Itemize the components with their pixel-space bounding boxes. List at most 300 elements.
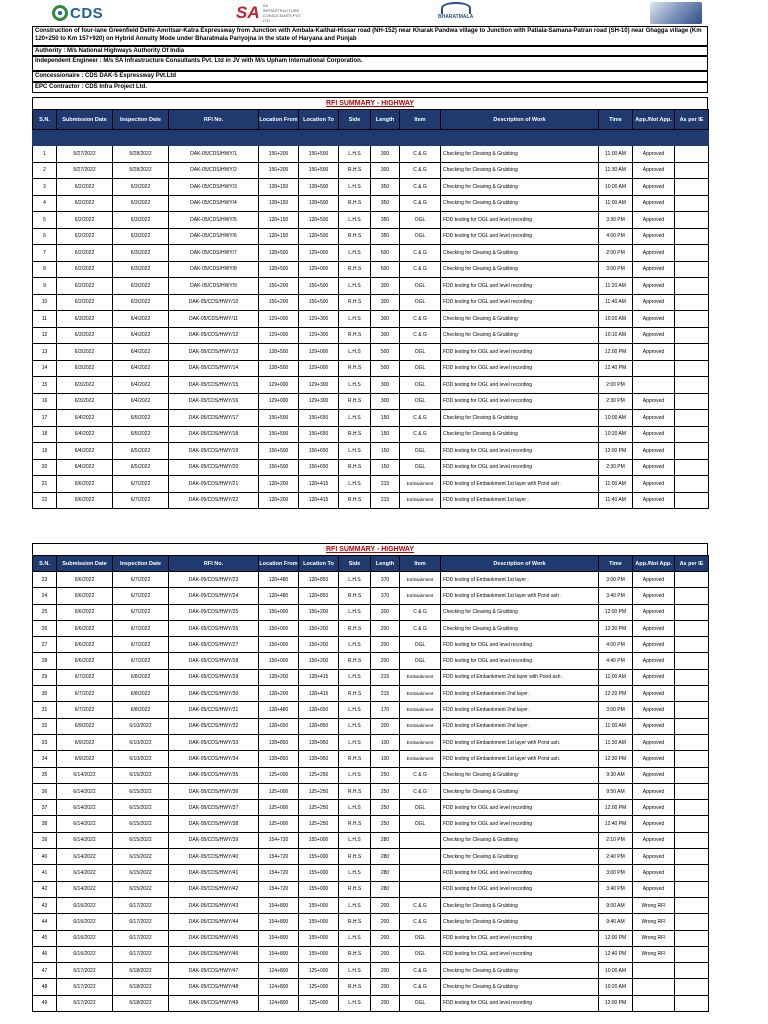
cell-inspection-date: 6/3/2022 (113, 179, 169, 196)
cell-location-to: 129+000 (299, 245, 339, 262)
cell-location-from: 156+500 (259, 443, 299, 460)
cell-location-from: 125+000 (259, 783, 299, 799)
cell-submission-date: 6/3/2022 (57, 311, 113, 328)
cell-location-from: 156+200 (259, 294, 299, 311)
cell-rfi-no: DAK-05/CDS/HWY/19 (169, 443, 259, 460)
cell-as-per-ie (675, 426, 709, 443)
cell-rfi-no: DAK-05/CDS/HWY/31 (169, 702, 259, 718)
cell-submission-date: 6/2/2022 (57, 294, 113, 311)
cell-time: 11:40 AM (599, 492, 633, 509)
cell-approval-status: Wrong RFI (633, 930, 675, 946)
cell-as-per-ie (675, 702, 709, 718)
cell-time: 12:40 PM (599, 816, 633, 832)
cell-sn: 4 (33, 195, 57, 212)
cell-item: OGL (400, 360, 441, 377)
cell-side: R.H.S (339, 751, 371, 767)
cell-as-per-ie (675, 294, 709, 311)
cell-sn: 27 (33, 637, 57, 653)
table-row (33, 979, 709, 995)
table-row (33, 377, 709, 394)
cell-rfi-no: DAK-05/CDS/HWY/41 (169, 865, 259, 881)
cell-time: 4:00 PM (599, 228, 633, 245)
cell-approval-status: Approved (633, 443, 675, 460)
cell-submission-date: 6/3/2022 (57, 393, 113, 410)
cell-description: Checking for Clearing & Grubbing (441, 832, 599, 848)
cell-location-from: 128+500 (259, 245, 299, 262)
cell-as-per-ie (675, 195, 709, 212)
cell-time: 10:20 AM (599, 979, 633, 995)
cell-time: 3:40 PM (599, 881, 633, 897)
cell-location-from: 128+850 (259, 734, 299, 750)
cell-description: Checking for Clearing & Grubbing (441, 162, 599, 179)
cell-length: 500 (371, 245, 400, 262)
cell-time: 11:00 AM (599, 669, 633, 685)
cell-location-to: 128+415 (299, 669, 339, 685)
cell-location-from: 128+150 (259, 179, 299, 196)
cell-description: FDD testing of Embankment 2nd layer . (441, 702, 599, 718)
cell-as-per-ie (675, 179, 709, 196)
cell-side: R.H.S (339, 327, 371, 344)
cell-item: OGL (400, 816, 441, 832)
cell-sn: 21 (33, 476, 57, 493)
cell-description: Checking for Clearing & Grubbing (441, 604, 599, 620)
cell-approval-status: Approved (633, 162, 675, 179)
cell-inspection-date: 6/18/2022 (113, 963, 169, 979)
table-row (33, 751, 709, 767)
column-header-as-per-ie: As per IE (675, 110, 709, 130)
bharatmala-emblem-icon (441, 2, 471, 14)
cell-location-to: 125+000 (299, 963, 339, 979)
cell-inspection-date: 6/18/2022 (113, 979, 169, 995)
cell-location-to: 128+415 (299, 686, 339, 702)
cell-as-per-ie (675, 637, 709, 653)
cell-location-from: 129+000 (259, 393, 299, 410)
cell-side: L.H.S (339, 669, 371, 685)
cell-location-to: 155+000 (299, 897, 339, 913)
cell-length: 150 (371, 426, 400, 443)
cell-as-per-ie (675, 245, 709, 262)
cell-sn: 15 (33, 377, 57, 394)
cell-side: L.H.S (339, 311, 371, 328)
cell-approval-status: Approved (633, 832, 675, 848)
cell-description: Checking for Clearing & Grubbing (441, 179, 599, 196)
cell-inspection-date: 6/4/2022 (113, 360, 169, 377)
column-header-description: Description of Work (441, 110, 599, 130)
table-row (33, 832, 709, 848)
cell-description: FDD testing of Embankment 1st layer with Pond ash . (441, 476, 599, 493)
cell-approval-status (633, 377, 675, 394)
cell-inspection-date: 6/10/2022 (113, 718, 169, 734)
cell-rfi-no: DAK-05/CDS/HWY/8 (169, 261, 259, 278)
cell-location-to: 129+000 (299, 360, 339, 377)
cell-item (400, 881, 441, 897)
cell-time: 11:00 AM (599, 195, 633, 212)
cds-logo (52, 2, 103, 24)
cell-item: C & G (400, 426, 441, 443)
cell-submission-date: 6/2/2022 (57, 261, 113, 278)
cell-location-from: 154+720 (259, 865, 299, 881)
cell-as-per-ie (675, 800, 709, 816)
cell-sn: 2 (33, 162, 57, 179)
table-row (33, 393, 709, 410)
table-row (33, 588, 709, 604)
cell-time: 10:10 AM (599, 327, 633, 344)
cell-time: 3:00 PM (599, 261, 633, 278)
cell-location-to: 156+200 (299, 604, 339, 620)
cell-sn: 38 (33, 816, 57, 832)
cell-inspection-date: 6/7/2022 (113, 588, 169, 604)
cell-sn: 45 (33, 930, 57, 946)
cell-time: 2:00 PM (599, 245, 633, 262)
cell-side: L.H.S (339, 930, 371, 946)
cell-length: 350 (371, 195, 400, 212)
cell-time: 3:00 PM (599, 865, 633, 881)
cell-length: 500 (371, 261, 400, 278)
cell-side: L.H.S (339, 897, 371, 913)
cell-time: 2:10 PM (599, 832, 633, 848)
cell-submission-date: 6/14/2022 (57, 849, 113, 865)
cell-length: 100 (371, 751, 400, 767)
cell-submission-date: 5/27/2022 (57, 146, 113, 163)
cell-side: L.H.S (339, 179, 371, 196)
cell-sn: 28 (33, 653, 57, 669)
cell-rfi-no: DAK-05/CDS/HWY/39 (169, 832, 259, 848)
cell-inspection-date: 6/15/2022 (113, 783, 169, 799)
cell-description: Checking for Clearing & Grubbing (441, 914, 599, 930)
column-header-submission-date: Submission Date (57, 556, 113, 572)
cell-rfi-no: DAK-05/CDS/HWY/34 (169, 751, 259, 767)
cell-length: 200 (371, 897, 400, 913)
cell-length: 250 (371, 816, 400, 832)
cell-submission-date: 6/9/2022 (57, 751, 113, 767)
cell-item: OGL (400, 930, 441, 946)
cell-description: FDD testing for OGL and level recording (441, 865, 599, 881)
cell-inspection-date: 6/3/2022 (113, 261, 169, 278)
cell-sn: 30 (33, 686, 57, 702)
cell-approval-status: Approved (633, 718, 675, 734)
table-row (33, 245, 709, 262)
table-row (33, 261, 709, 278)
cell-length: 300 (371, 327, 400, 344)
nhai-logo (650, 2, 702, 24)
cell-inspection-date: 6/7/2022 (113, 637, 169, 653)
cell-location-from: 128+500 (259, 261, 299, 278)
column-header-item: Item (400, 110, 441, 130)
cell-inspection-date: 6/8/2022 (113, 669, 169, 685)
cell-location-from: 125+000 (259, 767, 299, 783)
cell-inspection-date: 5/28/2022 (113, 146, 169, 163)
cell-approval-status: Approved (633, 653, 675, 669)
table-row (33, 865, 709, 881)
cell-location-from: 156+500 (259, 426, 299, 443)
cell-location-from: 154+800 (259, 946, 299, 962)
cell-side: R.H.S (339, 979, 371, 995)
column-header-as-per-ie: As per IE (675, 556, 709, 572)
table-row (33, 653, 709, 669)
cell-rfi-no: DAK-05/CDS/HWY/32 (169, 718, 259, 734)
cell-location-to: 128+500 (299, 228, 339, 245)
cell-as-per-ie (675, 718, 709, 734)
cell-submission-date: 6/14/2022 (57, 816, 113, 832)
cell-length: 200 (371, 963, 400, 979)
cell-item (400, 865, 441, 881)
cell-description: FDD testing of Embankment 1st layer with Pond ash. (441, 751, 599, 767)
cell-length: 200 (371, 620, 400, 636)
cell-rfi-no: DAK-05/CDS/HWY/21 (169, 476, 259, 493)
cell-as-per-ie (675, 228, 709, 245)
cell-location-from: 156+200 (259, 146, 299, 163)
cell-as-per-ie (675, 393, 709, 410)
cell-length: 150 (371, 410, 400, 427)
table-row (33, 849, 709, 865)
column-header-sn: S.N. (33, 110, 57, 130)
cell-length: 280 (371, 881, 400, 897)
cell-side: L.H.S (339, 344, 371, 361)
table-row (33, 897, 709, 913)
cell-item: Embankment (400, 492, 441, 509)
cell-time: 2:00 PM (599, 377, 633, 394)
cell-time: 11:40 AM (599, 294, 633, 311)
cell-inspection-date: 6/17/2022 (113, 914, 169, 930)
cell-rfi-no: DAK-05/CDS/HWY/26 (169, 620, 259, 636)
cell-description: FDD testing for OGL and level recording (441, 881, 599, 897)
cell-submission-date: 6/16/2022 (57, 914, 113, 930)
cell-approval-status (633, 963, 675, 979)
table-row (33, 604, 709, 620)
cell-item: Embankment (400, 572, 441, 588)
cell-description: Checking for Clearing & Grubbing (441, 783, 599, 799)
cell-description: Checking for Clearing & Grubbing (441, 261, 599, 278)
cell-length: 200 (371, 914, 400, 930)
cell-submission-date: 6/2/2022 (57, 278, 113, 295)
cell-description: FDD testing for OGL and level recording (441, 816, 599, 832)
cell-approval-status: Approved (633, 849, 675, 865)
cell-time: 3:40 PM (599, 588, 633, 604)
cell-location-to: 156+200 (299, 637, 339, 653)
table-row (33, 294, 709, 311)
cell-location-to: 156+500 (299, 162, 339, 179)
cell-submission-date: 6/9/2022 (57, 734, 113, 750)
cell-side: R.H.S (339, 686, 371, 702)
cell-description: FDD testing for OGL and level recording (441, 360, 599, 377)
cell-location-from: 128+200 (259, 492, 299, 509)
cell-rfi-no: DAK-05/CDS/HWY/3 (169, 179, 259, 196)
cell-time: 3:00 PM (599, 572, 633, 588)
table-row (33, 327, 709, 344)
cell-location-to: 129+300 (299, 377, 339, 394)
cell-as-per-ie (675, 360, 709, 377)
concessionaire-line: Concessionaire : CDS DAK-5 Expressway Pvt.Ltd (32, 71, 708, 82)
table-row (33, 881, 709, 897)
cell-side: R.H.S (339, 162, 371, 179)
table-row (33, 278, 709, 295)
cell-as-per-ie (675, 865, 709, 881)
cell-as-per-ie (675, 816, 709, 832)
cell-location-to: 155+000 (299, 881, 339, 897)
table-row (33, 800, 709, 816)
cell-sn: 25 (33, 604, 57, 620)
cell-side: R.H.S (339, 783, 371, 799)
cell-as-per-ie (675, 311, 709, 328)
cell-length: 300 (371, 146, 400, 163)
table-row (33, 492, 709, 509)
table-row (33, 410, 709, 427)
cell-approval-status: Approved (633, 865, 675, 881)
cell-rfi-no: DAK-05/CDS/HWY/15 (169, 377, 259, 394)
cell-sn: 13 (33, 344, 57, 361)
cell-as-per-ie (675, 686, 709, 702)
cell-location-to: 128+850 (299, 588, 339, 604)
cell-submission-date: 6/7/2022 (57, 686, 113, 702)
rfi-table-2 (32, 555, 709, 1012)
cell-location-to: 128+500 (299, 212, 339, 229)
cell-side: L.H.S (339, 702, 371, 718)
cell-length: 250 (371, 767, 400, 783)
cell-location-to: 155+000 (299, 946, 339, 962)
table-row (33, 686, 709, 702)
cell-length: 300 (371, 278, 400, 295)
cell-sn: 48 (33, 979, 57, 995)
cell-submission-date: 6/14/2022 (57, 881, 113, 897)
cell-approval-status: Approved (633, 278, 675, 295)
cell-sn: 40 (33, 849, 57, 865)
cell-inspection-date: 6/17/2022 (113, 930, 169, 946)
cell-approval-status: Approved (633, 261, 675, 278)
cell-rfi-no: DAK-05/CDS/HWY/45 (169, 930, 259, 946)
column-header-location-to: Location To (299, 556, 339, 572)
cell-location-to: 155+000 (299, 849, 339, 865)
column-header-approval-status: App./Not App. (633, 556, 675, 572)
cell-as-per-ie (675, 767, 709, 783)
cell-inspection-date: 6/3/2022 (113, 294, 169, 311)
cell-length: 350 (371, 212, 400, 229)
cell-rfi-no: DAK-05/CDS/HWY/22 (169, 492, 259, 509)
table-row (33, 637, 709, 653)
cell-approval-status: Approved (633, 783, 675, 799)
cell-sn: 23 (33, 572, 57, 588)
cell-side: R.H.S (339, 620, 371, 636)
cell-location-from: 129+000 (259, 311, 299, 328)
rfi-summary-sheet-1 (32, 97, 708, 509)
column-header-submission-date: Submission Date (57, 110, 113, 130)
cell-sn: 10 (33, 294, 57, 311)
cell-rfi-no: DAK-05/CDS/HWY/11 (169, 311, 259, 328)
cell-approval-status: Approved (633, 195, 675, 212)
table-header-row (33, 110, 709, 130)
cell-description: FDD testing for OGL and level recording (441, 637, 599, 653)
sheet-title: RFI SUMMARY - HIGHWAY (32, 97, 708, 109)
cell-approval-status: Approved (633, 588, 675, 604)
cell-location-to: 128+500 (299, 179, 339, 196)
cell-description: Checking for Clearing & Grubbing (441, 963, 599, 979)
cell-rfi-no: DAK-05/CDS/HWY/48 (169, 979, 259, 995)
cell-time: 9:00 AM (599, 897, 633, 913)
cell-inspection-date: 6/5/2022 (113, 443, 169, 460)
column-header-location-to: Location To (299, 110, 339, 130)
cell-time: 3:30 PM (599, 212, 633, 229)
cell-location-from: 128+150 (259, 228, 299, 245)
cell-submission-date: 6/2/2022 (57, 212, 113, 229)
cell-sn: 20 (33, 459, 57, 476)
cell-item: C & G (400, 162, 441, 179)
cell-as-per-ie (675, 410, 709, 427)
cell-item: C & G (400, 620, 441, 636)
cell-inspection-date: 6/5/2022 (113, 426, 169, 443)
cell-item: C & G (400, 327, 441, 344)
cell-rfi-no: DAK-05/CDS/HWY/49 (169, 995, 259, 1011)
cell-length: 215 (371, 669, 400, 685)
cell-inspection-date: 6/15/2022 (113, 865, 169, 881)
table-row (33, 718, 709, 734)
cell-length: 200 (371, 979, 400, 995)
cell-submission-date: 6/2/2022 (57, 228, 113, 245)
column-header-item: Item (400, 556, 441, 572)
cell-location-from: 156+500 (259, 459, 299, 476)
table-row (33, 783, 709, 799)
cell-submission-date: 6/6/2022 (57, 572, 113, 588)
cell-approval-status: Approved (633, 327, 675, 344)
cell-approval-status: Approved (633, 294, 675, 311)
cell-submission-date: 6/2/2022 (57, 195, 113, 212)
cell-location-to: 156+650 (299, 459, 339, 476)
cell-submission-date: 6/14/2022 (57, 783, 113, 799)
cell-approval-status (633, 995, 675, 1011)
cell-length: 215 (371, 476, 400, 493)
sa-logo (236, 2, 303, 24)
cell-as-per-ie (675, 572, 709, 588)
cell-approval-status: Approved (633, 637, 675, 653)
cell-submission-date: 6/14/2022 (57, 767, 113, 783)
authority-line: Authority : M/s National Highways Authority Of India (32, 46, 708, 56)
cell-inspection-date: 6/7/2022 (113, 604, 169, 620)
cell-rfi-no: DAK-05/CDS/HWY/35 (169, 767, 259, 783)
cell-location-to: 129+300 (299, 311, 339, 328)
cell-description: FDD testing for OGL and level recording (441, 377, 599, 394)
cell-location-from: 156+200 (259, 278, 299, 295)
cell-description: Checking for Clearing & Grubbing (441, 245, 599, 262)
cell-length: 300 (371, 162, 400, 179)
table-row (33, 311, 709, 328)
table-row (33, 816, 709, 832)
cell-sn: 33 (33, 734, 57, 750)
cell-location-from: 128+500 (259, 344, 299, 361)
cell-as-per-ie (675, 963, 709, 979)
column-header-length: Length (371, 110, 400, 130)
cell-inspection-date: 6/7/2022 (113, 492, 169, 509)
cell-as-per-ie (675, 604, 709, 620)
cell-submission-date: 6/4/2022 (57, 443, 113, 460)
cell-inspection-date: 5/28/2022 (113, 162, 169, 179)
cell-side: R.H.S (339, 294, 371, 311)
cell-as-per-ie (675, 459, 709, 476)
project-title: Construction of four-lane Greenfield Delhi-Amritsar-Katra Expressway from Junction with Ambala-Kaithal-Hissar road (NH-152) near Kharak Pandwa village to Junction with Patiala-Samana-Patran road (SH-10) near Ghagga village (Km 120+250 to Km 157+920) on Hybrid Annuity Mode under Bharatmala Pariyojna in the state of Haryana and Punjab (32, 26, 708, 46)
cell-sn: 37 (33, 800, 57, 816)
cell-description: Checking for Clearing & Grubbing (441, 979, 599, 995)
cell-approval-status: Approved (633, 459, 675, 476)
cell-time: 11:20 AM (599, 278, 633, 295)
rfi-table-1 (32, 109, 709, 509)
cell-inspection-date: 6/3/2022 (113, 228, 169, 245)
cell-inspection-date: 6/4/2022 (113, 344, 169, 361)
cell-as-per-ie (675, 849, 709, 865)
cell-location-from: 128+480 (259, 572, 299, 588)
cell-rfi-no: DAK-05/CDS/HWY/5 (169, 212, 259, 229)
cell-location-to: 125+000 (299, 979, 339, 995)
cell-submission-date: 6/4/2022 (57, 426, 113, 443)
cell-sn: 14 (33, 360, 57, 377)
cell-inspection-date: 6/10/2022 (113, 734, 169, 750)
cell-inspection-date: 6/4/2022 (113, 393, 169, 410)
